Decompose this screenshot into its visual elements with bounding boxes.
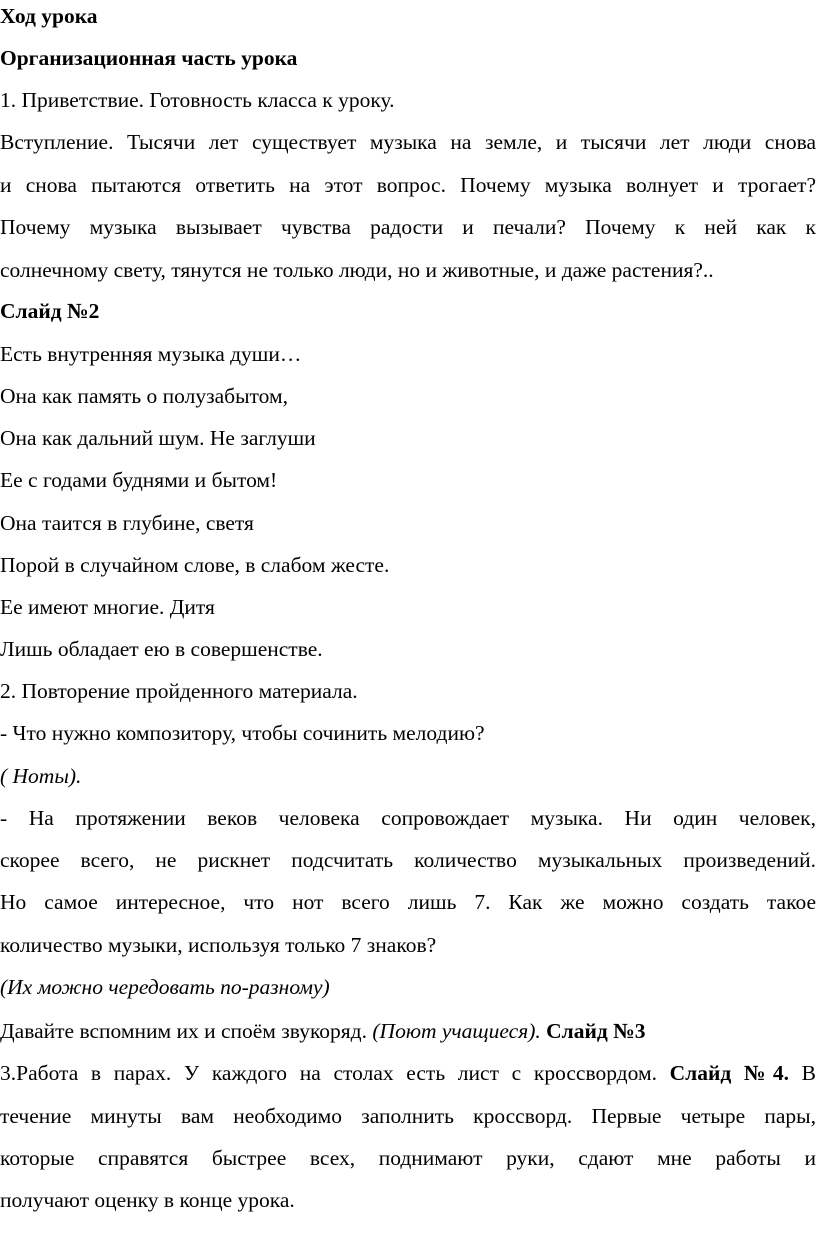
intro-line: Вступление. Тысячи лет существует музыка на земле, и тысячи лет люди снова: [0, 130, 816, 154]
slide-2-label: Слайд №2: [0, 299, 100, 323]
item-3-line: [0, 1060, 816, 1086]
poem-line: Она как дальний шум. Не заглуши: [0, 426, 316, 450]
question: - Что нужно композитору, чтобы сочинить мелодию?: [0, 721, 485, 745]
lesson-heading: Ход урока: [0, 4, 98, 28]
sing-italic: (Поют учащиеся).: [372, 1019, 541, 1043]
item-3-start: 3.Работа в парах. У каждого на столах есть лист с кроссвордом.: [0, 1061, 670, 1085]
section-title: Организационная часть урока: [0, 46, 298, 70]
item-1: 1. Приветствие. Готовность класса к уроку.: [0, 88, 395, 112]
item-2: 2. Повторение пройденного материала.: [0, 679, 358, 703]
poem-line: Ее с годами буднями и бытом!: [0, 468, 278, 492]
answer-notes: ( Ноты).: [0, 764, 82, 788]
slide-3-label: Слайд №3: [546, 1019, 646, 1043]
poem-line: Она таится в глубине, светя: [0, 511, 254, 535]
poem-line: Лишь обладает ею в совершенстве.: [0, 637, 323, 661]
item-3-line: получают оценку в конце урока.: [0, 1188, 295, 1212]
item-3-line: течение минуты вам необходимо заполнить кроссворд. Первые четыре пары,: [0, 1104, 816, 1128]
intro-line: солнечному свету, тянутся не только люди, но и животные, и даже растения?..: [0, 258, 714, 282]
answer-alternate: (Их можно чередовать по-разному): [0, 975, 330, 999]
intro-line: и снова пытаются ответить на этот вопрос. Почему музыка волнует и трогает?: [0, 173, 816, 197]
sing-line: [0, 1018, 816, 1044]
slide-4-label: Слайд №4.: [669, 1061, 789, 1085]
item-3-line: которые справятся быстрее всех, поднимают руки, сдают мне работы и: [0, 1146, 816, 1170]
paragraph-line: скорее всего, не рискнет подсчитать количество музыкальных произведений.: [0, 848, 816, 872]
paragraph-line: Но самое интересное, что нот всего лишь 7. Как же можно создать такое: [0, 890, 816, 914]
paragraph-line: - На протяжении веков человека сопровождает музыка. Ни один человек,: [0, 806, 816, 830]
poem-line: Она как память о полузабытом,: [0, 384, 288, 408]
sing-text: Давайте вспомним их и споём звукоряд.: [0, 1019, 373, 1043]
paragraph-line: количество музыки, используя только 7 знаков?: [0, 933, 437, 957]
poem-line: Есть внутренняя музыка души…: [0, 342, 302, 366]
intro-line: Почему музыка вызывает чувства радости и печали? Почему к ней как к: [0, 215, 816, 239]
item-3-end: В: [788, 1061, 816, 1085]
poem-line: Ее имеют многие. Дитя: [0, 595, 215, 619]
poem-line: Порой в случайном слове, в слабом жесте.: [0, 553, 390, 577]
